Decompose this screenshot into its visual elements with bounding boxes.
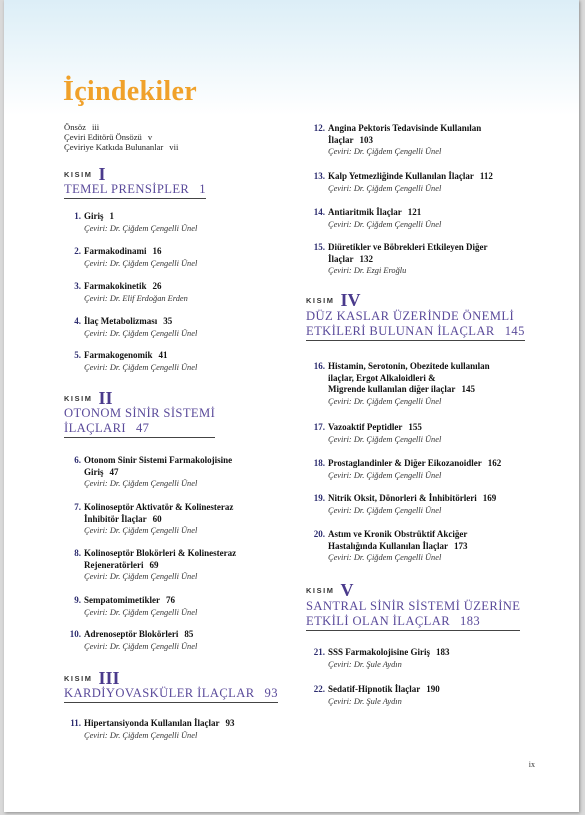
chapter-title-text: Farmakokinetik xyxy=(84,281,147,291)
chapter-page: 76 xyxy=(165,595,175,605)
chapter-title-text: İlaçlar xyxy=(328,253,354,264)
chapter-translator: Çeviri: Dr. Çiğdem Çengelli Ünel xyxy=(84,572,198,581)
chapter-number: 14. xyxy=(313,207,325,217)
chapter-title xyxy=(84,350,294,362)
chapter-translator: Çeviri: Dr. Çiğdem Çengelli Ünel xyxy=(84,362,198,372)
part-number: V xyxy=(340,580,354,600)
chapter-title xyxy=(84,467,294,479)
chapter-translator: Çeviri: Dr. Çiğdem Çengelli Ünel xyxy=(84,479,198,488)
chapter-entry[interactable] xyxy=(313,171,550,194)
chapter-number: 9. xyxy=(74,595,81,605)
chapter-number: 4. xyxy=(74,316,81,326)
part-page: 145 xyxy=(504,324,525,338)
front-matter-item[interactable]: Çeviri Editörü Önsözü v xyxy=(64,132,153,143)
chapter-title-text: Prostaglandinler & Diğer Eikozanoidler xyxy=(328,458,482,468)
part-title-line: KARDİYOVASKÜLER İLAÇLAR xyxy=(64,686,255,700)
chapter-entry[interactable] xyxy=(313,207,550,230)
chapter-title-text: Rejeneratörleri xyxy=(84,559,144,570)
chapter-translator: Çeviri: Dr. Çiğdem Çengelli Ünel xyxy=(328,147,442,156)
chapter-title-text: İlaç Metabolizması xyxy=(84,316,158,326)
chapter-title xyxy=(84,281,294,293)
chapter-number: 15. xyxy=(313,242,325,252)
chapter-entry[interactable] xyxy=(313,529,550,564)
chapter-title-text: Kolinoseptör Blokörleri & Kolinesteraz xyxy=(84,548,237,558)
chapter-entry[interactable] xyxy=(74,455,294,490)
page-number: ix xyxy=(528,760,535,769)
front-matter-item[interactable]: Önsöz iii xyxy=(64,122,100,132)
chapter-title-text: Giriş xyxy=(84,466,104,477)
chapter-translator: Çeviri: Dr. Çiğdem Çengelli Ünel xyxy=(328,219,442,229)
chapter-title xyxy=(84,211,294,223)
chapter-entry[interactable] xyxy=(313,493,550,516)
chapter-title xyxy=(328,254,550,266)
part-title-line: OTONOM SİNİR SİSTEMİ xyxy=(64,406,216,420)
chapter-title-text: Hastalığında Kullanılan İlaçlar xyxy=(328,540,449,551)
chapter-page: 103 xyxy=(359,134,373,145)
part-page: 93 xyxy=(264,686,278,700)
chapter-title xyxy=(84,514,294,526)
chapter-page: 16 xyxy=(152,246,162,256)
chapter-title xyxy=(328,373,550,385)
chapter-page: 60 xyxy=(152,513,162,524)
part-number: IV xyxy=(340,290,361,310)
part-label: KISIM xyxy=(64,394,93,403)
chapter-title xyxy=(84,718,294,730)
chapter-title xyxy=(328,171,550,183)
chapter-translator: Çeviri: Dr. Çiğdem Çengelli Ünel xyxy=(84,258,198,268)
chapter-title xyxy=(328,384,550,396)
chapter-title-text: İlaçlar xyxy=(328,134,354,145)
chapter-entry[interactable] xyxy=(313,242,550,277)
chapter-page: 41 xyxy=(158,350,168,360)
page-title: İçindekiler xyxy=(63,76,197,107)
chapter-translator: Çeviri: Dr. Çiğdem Çengelli Ünel xyxy=(84,607,198,617)
chapter-title xyxy=(84,629,294,641)
chapter-entry[interactable] xyxy=(74,281,294,304)
part-heading xyxy=(306,580,354,601)
part-page: 47 xyxy=(135,421,150,435)
chapter-translator: Çeviri: Dr. Çiğdem Çengelli Ünel xyxy=(328,434,442,444)
chapter-translator: Çeviri: Dr. Çiğdem Çengelli Ünel xyxy=(328,553,442,562)
chapter-title-text: Otonom Sinir Sistemi Farmakolojisine xyxy=(84,455,233,465)
chapter-translator: Çeviri: Dr. Çiğdem Çengelli Ünel xyxy=(328,470,442,480)
part-number: II xyxy=(98,388,113,408)
chapter-title xyxy=(328,684,550,696)
chapter-title xyxy=(328,135,550,147)
chapter-title-text: ilaçlar, Ergot Alkaloidleri & xyxy=(328,372,436,383)
part-number: III xyxy=(98,668,120,688)
chapter-translator: Çeviri: Dr. Çiğdem Çengelli Ünel xyxy=(328,183,442,193)
chapter-number: 5. xyxy=(74,350,81,360)
chapter-title-text: Sempatomimetikler xyxy=(84,595,160,605)
chapter-number: 11. xyxy=(70,718,81,728)
chapter-number: 2. xyxy=(74,246,81,256)
part-label: KISIM xyxy=(64,674,93,683)
chapter-entry[interactable] xyxy=(313,458,550,481)
chapter-entry[interactable] xyxy=(74,211,294,234)
chapter-title xyxy=(328,123,550,135)
chapter-number: 12. xyxy=(313,123,325,133)
chapter-entry[interactable] xyxy=(74,316,294,339)
chapter-entry[interactable] xyxy=(313,684,550,707)
chapter-title xyxy=(328,242,550,254)
part-title[interactable] xyxy=(306,599,520,631)
chapter-page: 112 xyxy=(479,171,493,181)
chapter-page: 1 xyxy=(109,211,114,221)
chapter-title-text: Astım ve Kronik Obstrüktif Akciğer xyxy=(328,529,468,539)
chapter-entry[interactable] xyxy=(74,502,294,537)
chapter-number: 22. xyxy=(313,684,325,694)
chapter-number: 10. xyxy=(69,629,81,639)
chapter-number: 20. xyxy=(313,529,325,539)
chapter-number: 7. xyxy=(74,502,81,512)
chapter-title xyxy=(84,455,294,467)
chapter-title-text: Antiaritmik İlaçlar xyxy=(328,207,402,217)
chapter-title xyxy=(328,647,550,659)
chapter-translator: Çeviri: Dr. Çiğdem Çengelli Ünel xyxy=(84,641,198,651)
chapter-title xyxy=(328,458,550,470)
chapter-translator: Çeviri: Dr. Çiğdem Çengelli Ünel xyxy=(84,223,198,233)
part-label: KISIM xyxy=(64,170,93,179)
part-title[interactable] xyxy=(64,406,215,438)
chapter-number: 16. xyxy=(313,361,325,371)
chapter-title xyxy=(328,529,550,541)
chapter-page: 173 xyxy=(454,540,468,551)
chapter-title-text: Kalp Yetmezliğinde Kullanılan İlaçlar xyxy=(328,171,474,181)
chapter-page: 47 xyxy=(109,466,119,477)
chapter-translator: Çeviri: Dr. Çiğdem Çengelli Ünel xyxy=(84,328,198,338)
chapter-translator: Çeviri: Dr. Çiğdem Çengelli Ünel xyxy=(328,505,442,515)
chapter-entry[interactable] xyxy=(70,718,294,741)
chapter-title xyxy=(84,246,294,258)
chapter-number: 3. xyxy=(74,281,81,291)
part-title-line: İLAÇLARI xyxy=(64,421,126,435)
chapter-title xyxy=(84,560,294,572)
chapter-entry[interactable] xyxy=(74,548,294,583)
chapter-number: 8. xyxy=(74,548,81,558)
chapter-title-text: Hipertansiyonda Kullanılan İlaçlar xyxy=(84,718,220,728)
chapter-number: 13. xyxy=(313,171,325,181)
part-title[interactable] xyxy=(64,182,206,199)
part-page: 1 xyxy=(199,182,206,196)
part-heading xyxy=(306,290,361,311)
chapter-entry[interactable] xyxy=(74,246,294,269)
chapter-entry[interactable] xyxy=(313,647,550,670)
part-number: I xyxy=(98,164,106,184)
chapter-title xyxy=(84,595,294,607)
chapter-page: 190 xyxy=(426,684,440,694)
chapter-title xyxy=(84,502,294,514)
chapter-number: 1. xyxy=(74,211,81,221)
part-title-line: ETKİLERİ BULUNAN İLAÇLAR xyxy=(306,324,495,338)
chapter-number: 21. xyxy=(313,647,325,657)
chapter-title-text: Nitrik Oksit, Dönorleri & İnhibitörleri xyxy=(328,493,477,503)
part-title-line: SANTRAL SİNİR SİSTEMİ ÜZERİNE xyxy=(306,599,521,613)
chapter-title-text: Sedatif-Hipnotik İlaçlar xyxy=(328,684,421,694)
chapter-translator: Çeviri: Dr. Çiğdem Çengelli Ünel xyxy=(84,730,198,740)
chapter-translator: Çeviri: Dr. Çiğdem Çengelli Ünel xyxy=(328,396,442,406)
chapter-title xyxy=(328,207,550,219)
chapter-entry[interactable] xyxy=(74,350,294,373)
chapter-title-text: SSS Farmakolojisine Giriş xyxy=(328,647,431,657)
chapter-translator: Çeviri: Dr. Çiğdem Çengelli Ünel xyxy=(84,526,198,535)
chapter-page: 121 xyxy=(407,207,422,217)
chapter-entry[interactable] xyxy=(313,123,550,158)
chapter-translator: Çeviri: Dr. Ezgi Eroğlu xyxy=(328,266,407,275)
chapter-page: 35 xyxy=(163,316,173,326)
chapter-title xyxy=(328,541,550,553)
chapter-title xyxy=(328,493,550,505)
chapter-title xyxy=(84,316,294,328)
chapter-translator: Çeviri: Dr. Elif Erdoğan Erden xyxy=(84,293,188,303)
chapter-entry[interactable] xyxy=(313,422,550,445)
chapter-title-text: Histamin, Serotonin, Obezitede kullanılan xyxy=(328,361,490,371)
part-title[interactable] xyxy=(306,309,525,341)
part-title-line: DÜZ KASLAR ÜZERİNDE ÖNEMLİ xyxy=(306,309,515,323)
chapter-page: 155 xyxy=(408,422,422,432)
chapter-title xyxy=(328,422,550,434)
chapter-page: 162 xyxy=(487,458,502,468)
chapter-title-text: Farmakodinami xyxy=(84,246,147,256)
chapter-entry[interactable] xyxy=(69,629,294,652)
front-matter xyxy=(64,122,178,153)
front-matter-item[interactable]: Çeviriye Katkıda Bulunanlar vii xyxy=(64,142,179,153)
chapter-page: 93 xyxy=(225,718,235,728)
chapter-page: 26 xyxy=(152,281,162,291)
chapter-entry[interactable] xyxy=(313,361,550,407)
toc-page xyxy=(4,0,579,812)
chapter-page: 132 xyxy=(359,253,373,264)
chapter-page: 145 xyxy=(461,384,475,394)
chapter-title-text: Diüretikler ve Böbrekleri Etkileyen Diğer xyxy=(328,242,488,252)
chapter-title-text: Kolinoseptör Aktivatör & Kolinesteraz xyxy=(84,502,234,512)
part-title-line: ETKİLİ OLAN İLAÇLAR xyxy=(306,614,451,628)
part-title-line: TEMEL PRENSİPLER xyxy=(64,182,190,196)
part-label: KISIM xyxy=(306,586,335,595)
chapter-page: 69 xyxy=(149,559,159,570)
chapter-number: 18. xyxy=(313,458,325,468)
chapter-title xyxy=(84,548,294,560)
chapter-title-text: İnhibitör İlaçlar xyxy=(84,513,147,524)
chapter-title-text: Migrende kullanılan diğer ilaçlar xyxy=(328,384,456,394)
chapter-page: 169 xyxy=(482,493,497,503)
chapter-title xyxy=(328,361,550,373)
chapter-translator: Çeviri: Dr. Şule Aydın xyxy=(328,696,402,706)
chapter-entry[interactable] xyxy=(74,595,294,618)
chapter-title-text: Vazoaktif Peptidler xyxy=(328,422,403,432)
chapter-title-text: Adrenoseptör Blokörleri xyxy=(84,629,179,639)
part-page: 183 xyxy=(460,614,481,628)
chapter-title-text: Giriş xyxy=(84,211,104,221)
chapter-number: 6. xyxy=(74,455,81,465)
chapter-page: 183 xyxy=(436,647,450,657)
chapter-number: 17. xyxy=(313,422,325,432)
chapter-title-text: Angina Pektoris Tedavisinde Kullanılan xyxy=(328,123,482,133)
chapter-page: 85 xyxy=(184,629,194,639)
part-title[interactable] xyxy=(64,686,278,703)
chapter-number: 19. xyxy=(313,493,325,503)
part-label: KISIM xyxy=(306,296,335,305)
chapter-translator: Çeviri: Dr. Şule Aydın xyxy=(328,659,402,669)
chapter-title-text: Farmakogenomik xyxy=(84,350,153,360)
